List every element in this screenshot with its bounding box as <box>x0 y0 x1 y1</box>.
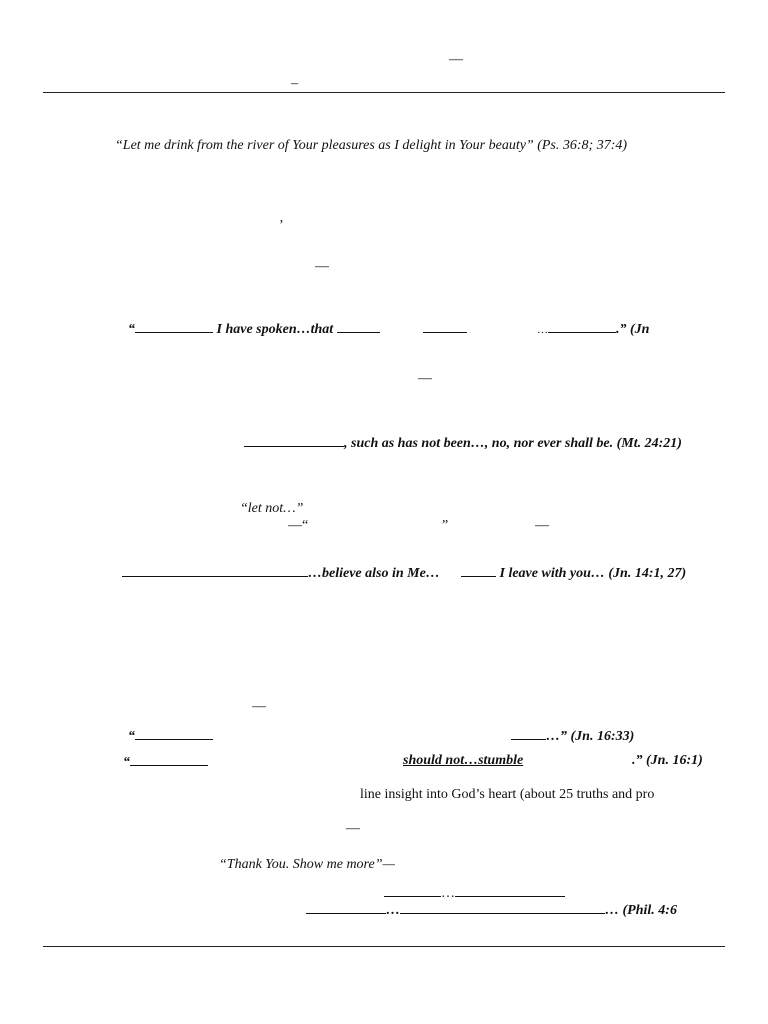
jn15-blank-3-wrap <box>423 320 467 338</box>
dash-b: — <box>418 371 432 386</box>
header-dash-1: — <box>449 52 463 67</box>
mt24-text: , such as has not been…, no, nor ever shall be. (Mt. 24:21) <box>344 436 682 451</box>
phil-line-1 <box>384 884 565 902</box>
phil-line-2 <box>306 901 677 919</box>
dash-f: — <box>346 821 360 836</box>
dash-a: — <box>315 259 329 274</box>
jn16-1-open: “ <box>123 755 130 770</box>
blank-1[interactable] <box>135 320 213 333</box>
jn15-text-1: I have spoken…that <box>213 322 337 337</box>
insight-line: line insight into God’s heart (about 25 truths and pro <box>360 787 655 802</box>
blank-3[interactable] <box>423 320 467 333</box>
jn14-text-b: I leave with you… (Jn. 14:1, 27) <box>496 566 687 581</box>
blank-6[interactable] <box>122 564 308 577</box>
blank-5[interactable] <box>244 434 344 447</box>
blank-13[interactable] <box>306 901 386 914</box>
jn15-tail <box>537 320 649 338</box>
blank-14[interactable] <box>400 901 605 914</box>
jn16-1-close: .” (Jn. 16:1) <box>632 753 703 768</box>
blank-7[interactable] <box>461 564 496 577</box>
blank-2[interactable] <box>337 320 380 333</box>
jn16-33-open: “ <box>128 729 135 744</box>
theme-quote: “Let me drink from the river of Your pleasures as I delight in Your beauty” (Ps. 36:8; 37:4) <box>115 138 628 153</box>
blank-11[interactable] <box>384 884 441 897</box>
blank-12[interactable] <box>455 884 565 897</box>
thank-you-quote: “Thank You. Show me more”— <box>219 857 395 872</box>
blank-9[interactable] <box>511 727 546 740</box>
phil-end: … (Phil. 4:6 <box>605 903 677 918</box>
dash-d: — <box>535 518 549 533</box>
jn16-33-end <box>511 727 634 745</box>
jn16-33-close: …” (Jn. 16:33) <box>546 729 635 744</box>
jn16-1-start <box>123 753 208 771</box>
jn16-1-mid: should not…stumble <box>403 753 524 768</box>
jn14-line-b <box>461 564 686 582</box>
footer-rule <box>43 946 725 947</box>
jn14-line <box>122 564 440 582</box>
apostrophe-mark: ’ <box>279 218 284 233</box>
mt24-line <box>244 434 682 452</box>
blank-8[interactable] <box>135 727 213 740</box>
dash-c: —“ <box>288 518 309 533</box>
close-quote-mark: ” <box>442 518 449 533</box>
header-rule <box>43 92 725 93</box>
jn15-line <box>128 320 380 338</box>
header-dash-2: – <box>291 76 298 91</box>
blank-4[interactable] <box>548 320 616 333</box>
jn15-close: .” (Jn <box>616 322 650 337</box>
jn15-open-quote: “ <box>128 322 135 337</box>
dash-e: — <box>252 699 266 714</box>
let-not-quote: “let not…” <box>240 501 304 516</box>
phil-ellipsis-2: … <box>386 903 400 918</box>
jn16-33-start <box>128 727 213 745</box>
blank-10[interactable] <box>130 753 208 766</box>
jn15-ellipsis: … <box>537 324 548 336</box>
phil-ellipsis-1: … <box>441 886 455 901</box>
jn14-text-a: …believe also in Me… <box>308 566 440 581</box>
